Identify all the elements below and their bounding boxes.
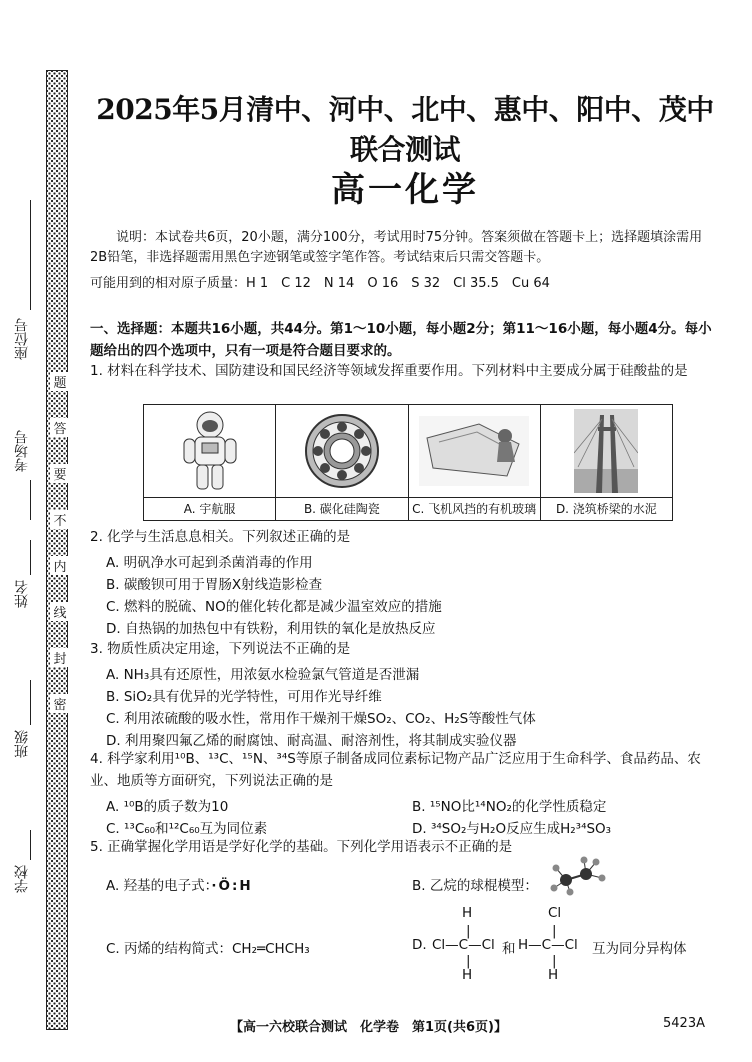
- class-field[interactable]: 班级: [8, 680, 32, 810]
- q4-option-b: B. ¹⁵NO比¹⁴NO₂的化学性质稳定: [412, 799, 607, 815]
- q5-option-b: B. 乙烷的球棍模型：: [412, 878, 538, 894]
- school-field[interactable]: 学校: [8, 830, 32, 970]
- option-d-caption: D. 浇筑桥梁的水泥: [541, 497, 672, 520]
- seal-char: 密: [50, 694, 70, 713]
- seal-char: 不: [50, 510, 70, 529]
- ethane-ball-stick-model: [548, 856, 608, 896]
- hydroxyl-electron-formula: ·Ö:H: [211, 878, 253, 894]
- bearing-image: [276, 405, 407, 497]
- q3-option-b: B. SiO₂具有优异的光学特性，可用作光导纤维: [106, 689, 382, 705]
- page-footer: 【高一六校联合测试 化学卷 第1页(共6页)】: [230, 1020, 507, 1035]
- q2-option-a: A. 明矾净水可起到杀菌消毒的作用: [106, 555, 313, 571]
- q3-option-c: C. 利用浓硫酸的吸水性，常用作干燥剂干燥SO₂、CO₂、H₂S等酸性气体: [106, 711, 536, 727]
- question-5-stem: 5. 正确掌握化学用语是学好化学的基础。下列化学用语表示不正确的是: [90, 839, 513, 855]
- instructions: 说明：本试卷共6页，20小题，满分100分，考试用时75分钟。答案须做在答题卡上；选择题填涂需用2B铅笔，非选择题需用黑色字迹钢笔或签字笔作答。考试结束后只需交答题卡。: [90, 230, 703, 265]
- q5-option-a: A. 羟基的电子式：·Ö:H: [106, 878, 253, 894]
- seal-char: 题: [50, 372, 70, 391]
- q4-option-d: D. ³⁴SO₂与H₂O反应生成H₂³⁴SO₃: [412, 821, 612, 837]
- section-heading: 一、选择题：本题共16小题，共44分。第1～10小题，每小题2分；第11～16小题，每小题4分。每小题给出的四个选项中，只有一项是符合题目要求的。: [90, 321, 712, 359]
- binding-strip: [46, 70, 68, 1030]
- subject-title: 高一化学: [331, 170, 479, 210]
- q4-option-c: C. ¹³C₆₀和¹²C₆₀互为同位素: [106, 821, 268, 837]
- seal-char: 封: [50, 648, 70, 667]
- windshield-image: [409, 405, 540, 497]
- q5-option-c: C. 丙烯的结构简式：CH₂═CHCH₃: [106, 941, 310, 957]
- seat-number-field[interactable]: 座位号: [8, 200, 32, 360]
- name-field[interactable]: 姓名: [8, 540, 32, 660]
- question-1-image-table: [143, 404, 673, 521]
- option-c-caption: C. 飞机风挡的有机玻璃: [409, 497, 540, 520]
- seal-char: 要: [50, 464, 70, 483]
- seal-char: 内: [50, 556, 70, 575]
- question-2-stem: 2. 化学与生活息息相关。下列叙述正确的是: [90, 529, 351, 545]
- exam-room-field[interactable]: 考场号: [8, 400, 32, 520]
- option-b-caption: B. 碳化硅陶瓷: [276, 497, 407, 520]
- q3-option-a: A. NH₃具有还原性，用浓氨水检验氯气管道是否泄漏: [106, 667, 420, 683]
- paper-code: 5423A: [663, 1016, 705, 1031]
- question-4-stem: 4. 科学家利用¹⁰B、¹³C、¹⁵N、³⁴S等原子制备成同位素标记物产品广泛应用于生命科学、食品药品、农业、地质等方面研究，下列说法正确的是: [90, 751, 701, 789]
- atomic-masses: 可能用到的相对原子质量：H 1 C 12 N 14 O 16 S 32 Cl 35.5 Cu 64: [90, 276, 550, 291]
- q4-option-a: A. ¹⁰B的质子数为10: [106, 799, 229, 815]
- bridge-image: [541, 405, 672, 497]
- q2-option-d: D. 自热锅的加热包中有铁粉，利用铁的氧化是放热反应: [106, 621, 436, 637]
- option-a-caption: A. 宇航服: [144, 497, 275, 520]
- exam-title: 2025年5月清中、河中、北中、惠中、阳中、茂中联合测试: [96, 93, 714, 166]
- spacesuit-image: [144, 405, 275, 497]
- q2-option-b: B. 碳酸钡可用于胃肠X射线造影检查: [106, 577, 323, 593]
- question-1-stem: 1. 材料在科学技术、国防建设和国民经济等领域发挥重要作用。下列材料中主要成分属于硅酸盐的是: [90, 363, 688, 379]
- q2-option-c: C. 燃料的脱硫、NO的催化转化都是减少温室效应的措施: [106, 599, 442, 615]
- q5-option-d: D.: [412, 937, 427, 953]
- seal-char: 线: [50, 602, 70, 621]
- seal-char: 答: [50, 418, 70, 437]
- question-3-stem: 3. 物质性质决定用途，下列说法不正确的是: [90, 641, 351, 657]
- dichloromethane-structures: H | Cl—C—Cl | H 和 Cl | H—C—Cl | H 互为同分异构体: [432, 905, 687, 983]
- q3-option-d: D. 利用聚四氟乙烯的耐腐蚀、耐高温、耐溶剂性，将其制成实验仪器: [106, 733, 517, 749]
